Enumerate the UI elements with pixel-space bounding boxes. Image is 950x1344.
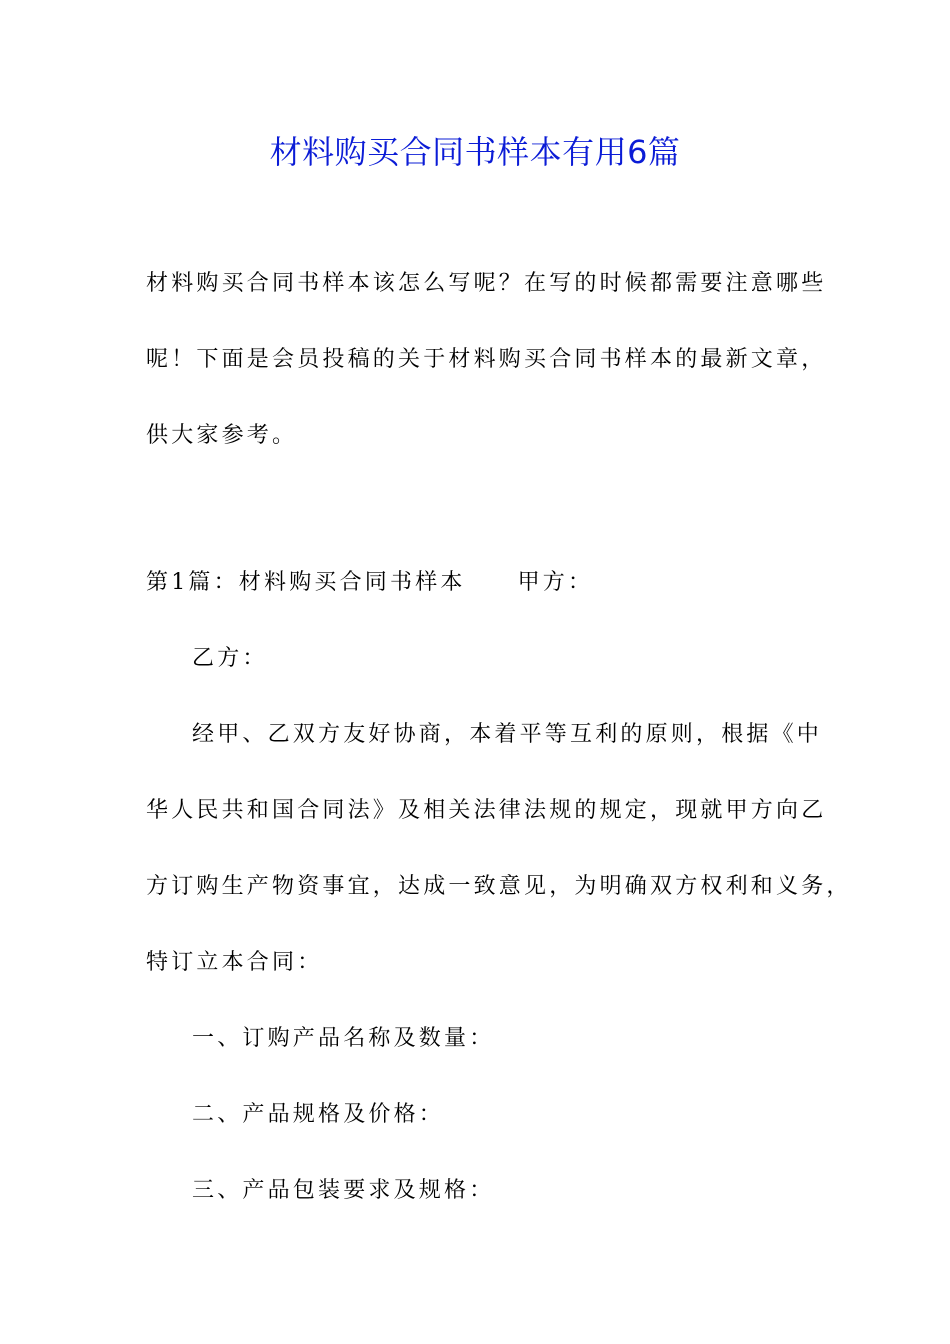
preamble-line: 特订立本合同：: [146, 950, 323, 975]
intro-paragraph: [146, 246, 826, 474]
party-a-label: 甲方：: [517, 570, 594, 595]
intro-line: 呢！下面是会员投稿的关于材料购买合同书样本的最新文章，: [146, 347, 827, 372]
section-heading: 第1篇：材料购买合同书样本: [146, 570, 466, 595]
preamble-line: 经甲、乙双方友好协商，本着平等互利的原则，根据《中: [192, 722, 823, 747]
intro-line: 供大家参考。: [146, 423, 298, 448]
section-heading-line: [146, 545, 826, 621]
preamble-line: 方订购生产物资事宜，达成一致意见，为明确双方权利和义务，: [146, 874, 852, 899]
party-b-label: 乙方：: [192, 646, 268, 671]
intro-line: 材料购买合同书样本该怎么写呢？在写的时候都需要注意哪些: [146, 271, 827, 296]
clause-item: 一、订购产品名称及数量：: [192, 1026, 495, 1051]
contract-section: [146, 545, 852, 1229]
clause-item: 二、产品规格及价格：: [192, 1102, 445, 1127]
document-title: 材料购买合同书样本有用6篇: [269, 133, 681, 171]
preamble-line: 华人民共和国合同法》及相关法律法规的规定，现就甲方向乙: [146, 798, 827, 823]
clause-item: 三、产品包装要求及规格：: [192, 1178, 495, 1203]
